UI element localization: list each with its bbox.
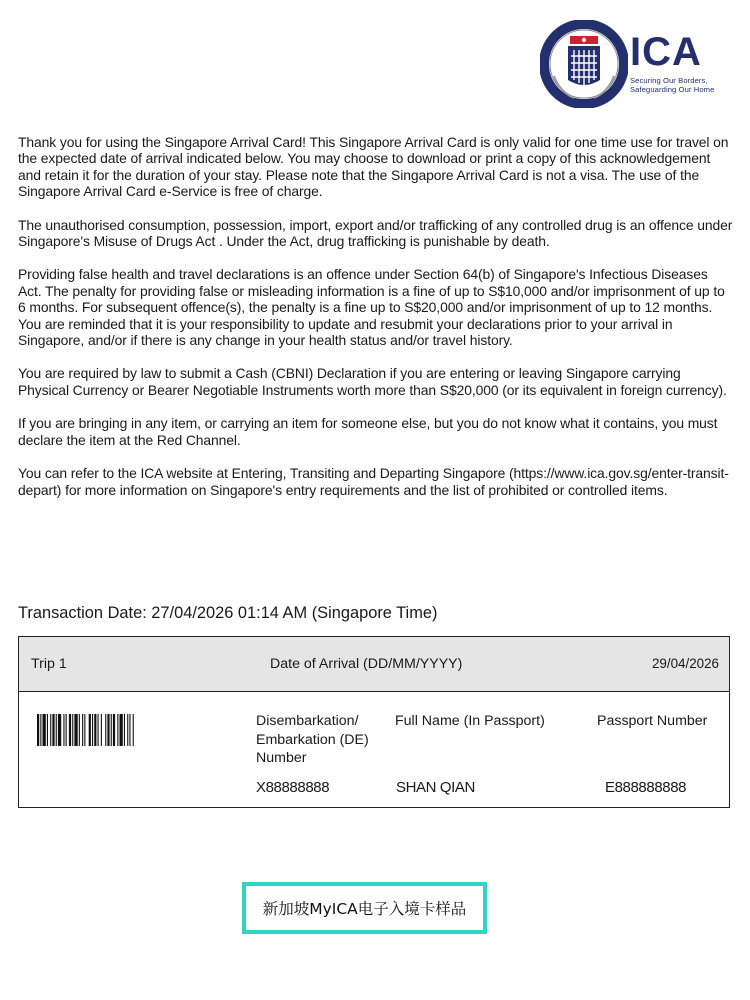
trip-label: Trip 1 — [31, 656, 67, 672]
barcode-bar — [52, 714, 54, 746]
passport-number-header: Passport Number — [597, 713, 708, 729]
barcode-bar — [105, 714, 106, 746]
barcode-bar — [98, 714, 99, 746]
barcode-bar — [82, 714, 83, 746]
barcode-bar — [107, 714, 109, 746]
logo-tagline-line1: Securing Our Borders, — [630, 76, 708, 85]
barcode-bar — [66, 714, 67, 746]
barcode-bar — [101, 714, 102, 746]
sample-label: 新加坡MyICA电子入境卡样品 — [242, 882, 487, 934]
barcode-icon — [37, 714, 182, 746]
barcode-bar — [113, 714, 115, 746]
barcode-bar — [94, 714, 96, 746]
barcode-bar — [89, 714, 91, 746]
barcode-bar — [74, 714, 77, 746]
de-number-header: Disembarkation/ Embarkation (DE) Number — [256, 713, 369, 766]
trip-card — [18, 636, 730, 808]
arrival-date-label: Date of Arrival (DD/MM/YYYY) — [270, 656, 463, 672]
notice-red-channel: If you are bringing in any item, or carrying an item for someone else, but you do not know what it contains, you must declare the item at the Red Channel. — [18, 415, 718, 448]
barcode-bar — [129, 714, 130, 746]
barcode-bar — [111, 714, 112, 746]
barcode-bar — [133, 714, 134, 746]
barcode-bar — [58, 714, 61, 746]
logo-wordmark: ICA — [630, 30, 702, 74]
barcode-bar — [63, 714, 64, 746]
notice-health-declaration: Providing false health and travel declarations is an offence under Section 64(b) of Singapore's Infectious Diseases Act. The penalty for providing false or misleading information is a fine of up to S$10,000 and/or imprisonment of up to 6 months. For subsequent offence(s), the penalty is a fine up to S$20,000 and/or imprisonment of up to 12 months. You are reminded that it is your responsibility to update and resubmit your declarations prior to your arrival in Singapore, and/or if there is any change in your health status and/or travel history. — [18, 266, 725, 349]
barcode-bar — [84, 714, 85, 746]
barcode-bar — [124, 714, 125, 746]
notice-drugs: The unauthorised consumption, possession, import, export and/or trafficking of any controlled drug is an offence under Singapore's Misuse of Drugs Act . Under the Act, drug trafficking is punishable by death. — [18, 216, 733, 250]
barcode-bar — [43, 714, 46, 746]
notice-list — [18, 134, 733, 515]
barcode-bar — [50, 714, 51, 746]
full-name-header: Full Name (In Passport) — [395, 713, 545, 729]
logo-tagline — [630, 76, 714, 94]
notice-validity: Thank you for using the Singapore Arrival Card! This Singapore Arrival Card is only valid for one time use for travel on the expected date of arrival indicated below. You may choose to download or print a copy of this acknowledgement and retain it for the duration of your stay. Please note that the Singapore Arrival Card is not a visa. The use of the Singapore Arrival Card e-Service is free of charge. — [18, 134, 729, 200]
barcode-bar — [56, 714, 57, 746]
trip-card-header — [19, 637, 729, 692]
notice-cash-declaration: You are required by law to submit a Cash (CBNI) Declaration if you are entering or leaving Singapore carrying Physical Currency or Bearer Negotiable Instruments worth more than S$20,000 (or its equivalent in foreign currency). — [18, 365, 727, 398]
barcode-bar — [117, 714, 118, 746]
arrival-date-value: 29/04/2026 — [651, 656, 719, 671]
barcode-bar — [79, 714, 80, 746]
barcode-bar — [47, 714, 48, 746]
transaction-date: Transaction Date: 27/04/2026 01:14 AM (Singapore Time) — [18, 604, 438, 622]
barcode-bar — [69, 714, 71, 746]
logo-tagline-line2: Safeguarding Our Home — [630, 85, 715, 94]
barcode-bar — [72, 714, 73, 746]
notice-ica-website: You can refer to the ICA website at Entering, Transiting and Departing Singapore (https://www.ica.gov.sg/enter-transit-depart) for more information on Singapore's entry requirements and the list of prohibited or controlled items. — [18, 465, 729, 498]
barcode-bar — [37, 714, 39, 746]
barcode-bar — [92, 714, 93, 746]
barcode-bar — [127, 714, 128, 746]
ica-crest-icon — [540, 20, 628, 108]
full-name-value: SHAN QIAN — [396, 779, 475, 796]
logo-text-block — [630, 32, 714, 94]
passport-number-value: E888888888 — [605, 779, 687, 796]
barcode-bar — [120, 714, 123, 746]
de-number-value: X88888888 — [256, 779, 330, 796]
ica-logo — [540, 20, 720, 112]
barcode-bar — [40, 714, 41, 746]
